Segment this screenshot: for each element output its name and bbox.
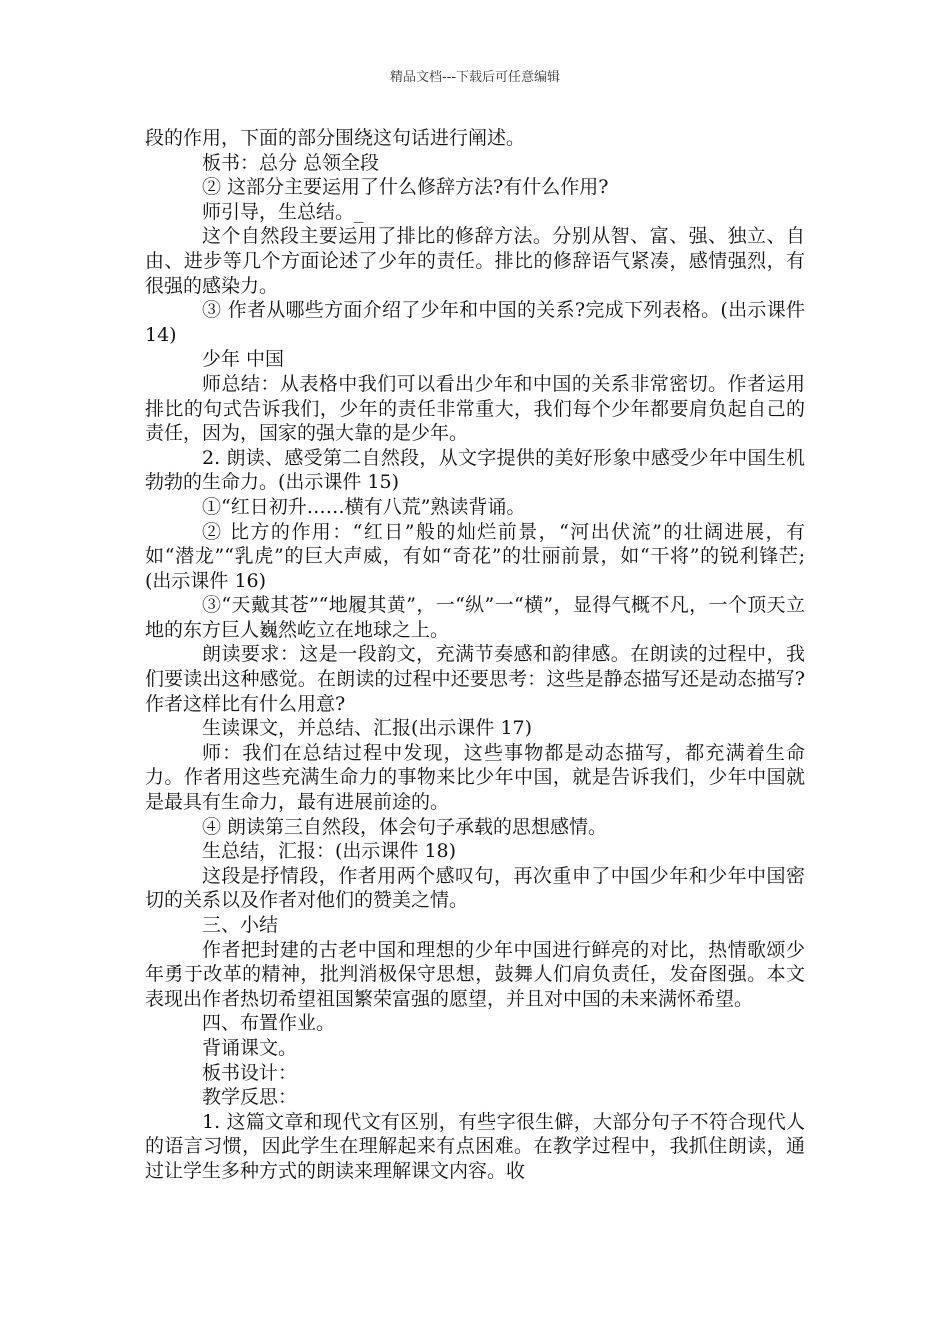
paragraph: 1. 这篇文章和现代文有区别，有些字很生僻，大部分句子不符合现代人的语言习惯，因此学生在理解起来有点困难。在教学过程中，我抓住朗读，通过让学生多种方式的朗读来理解课文内容。收 — [145, 1110, 805, 1182]
paragraph: 生读课文，并总结、汇报(出示课件 17) — [202, 717, 533, 740]
paragraph: 这段是抒情段，作者用两个感叹句，再次重申了中国少年和少年中国密切的关系以及作者对他们的赞美之情。 — [145, 864, 805, 912]
paragraph: 教学反思： — [202, 1086, 298, 1109]
paragraph: 朗读要求：这是一段韵文，充满节奏感和韵律感。在朗读的过程中，我们要读出这种感觉。在朗读的过程中还要思考：这些是静态描写还是动态描写?作者这样比有什么用意? — [145, 643, 805, 715]
paragraph: 这个自然段主要运用了排比的修辞方法。分别从智、富、强、独立、自由、进步等几个方面论述了少年的责任。排比的修辞语气紧凑，感情强烈，有很强的感染力。 — [145, 225, 805, 297]
paragraph: 师：我们在总结过程中发现，这些事物都是动态描写，都充满着生命力。作者用这些充满生命力的事物来比少年中国，就是告诉我们，少年中国就是最具有生命力，最有进展前途的。 — [145, 741, 805, 814]
paragraph: 作者把封建的古老中国和理想的少年中国进行鲜亮的对比，热情歌颂少年勇于改革的精神，批判消极保守思想，鼓舞人们肩负责任，发奋图强。本文表现出作者热切希望祖国繁荣富强的愿望，并且对中国的未来满怀希望。 — [145, 938, 805, 1010]
page-header: 精品文档---下载后可任意编辑 — [389, 70, 561, 85]
document-body — [145, 126, 805, 1184]
paragraph: 板书：总分 总领全段 — [202, 151, 380, 174]
paragraph: ①“红日初升……横有八荒”熟读背诵。 — [202, 495, 526, 518]
paragraph: ③“天戴其苍”“地履其黄”，一“纵”一“横”，显得气概不凡，一个顶天立地的东方巨人巍然屹立在地球之上。 — [145, 594, 805, 641]
paragraph: ③ 作者从哪些方面介绍了少年和中国的关系?完成下列表格。(出示课件 14) — [145, 299, 805, 346]
paragraph: 2. 朗读、感受第二自然段，从文字提供的美好形象中感受少年中国生机勃勃的生命力。(出示课件 15) — [145, 446, 805, 494]
section-heading: 三、小结 — [202, 914, 279, 936]
paragraph: 背诵课文。 — [202, 1036, 298, 1059]
paragraph: 师总结：从表格中我们可以看出少年和中国的关系非常密切。作者运用排比的句式告诉我们，少年的责任非常重大，我们每个少年都要肩负起自己的责任，因为，国家的强大靠的是少年。 — [145, 372, 805, 445]
paragraph: ② 比方的作用：“红日”般的灿烂前景，“河出伏流”的壮阔进展，有如“潜龙”“乳虎”的巨大声威，有如“奇花”的壮丽前景，如“干将”的锐利锋芒;(出示课件 16) — [145, 520, 805, 592]
section-heading: 四、布置作业。 — [202, 1012, 336, 1035]
paragraph: ④ 朗读第三自然段，体会句子承载的思想感情。 — [202, 815, 608, 838]
paragraph: 生总结，汇报：(出示课件 18) — [202, 840, 457, 863]
paragraph: ② 这部分主要运用了什么修辞方法?有什么作用? — [202, 176, 609, 199]
paragraph: 少年 中国 — [202, 348, 285, 371]
paragraph: 板书设计： — [202, 1061, 298, 1084]
paragraph: 师引导，生总结。_ — [202, 200, 364, 223]
paragraph: 段的作用，下面的部分围绕这句话进行阐述。 — [145, 127, 526, 149]
